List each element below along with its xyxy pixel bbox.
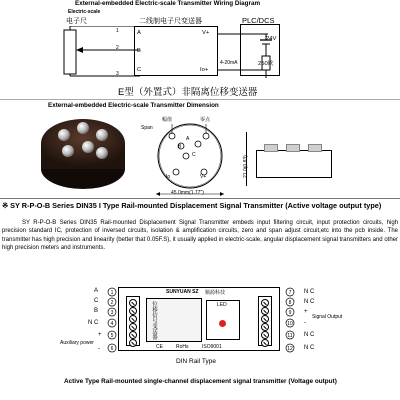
span-label-en: Span xyxy=(141,125,153,131)
pin-c-label: C xyxy=(192,152,196,158)
cert-ce: CE xyxy=(156,344,163,350)
height-dimension-label: 21.0(0.83) xyxy=(243,155,249,178)
e-type-caption: E型（外置式）非隔离位移变送器 xyxy=(118,87,258,98)
cert-rohs: RoHs xyxy=(176,344,189,350)
dimension-title: External-embedded Electric-scale Transmitter Dimension xyxy=(48,102,219,109)
right-pin-label-8: N C xyxy=(304,299,315,305)
rail-transmitter-description: SY R-P-O-B Series DIN35 Rail-mounted Displacement Signal Transmitter embeds input filtering circuit, input protection circuits, high precision standard IC, protection of inversed circuits, isolation & amplification circuits, zero and span adjust circuit,etc into the pcb inside. The transmitter has high precision and linearity (better that 0.05F.S), it usually applied in electric-scale, angular displacement signal transmitters and other high precision meters and instruments. xyxy=(2,220,398,251)
svg-text:1: 1 xyxy=(110,290,114,296)
left-pin-label-1: A xyxy=(94,288,99,294)
right-pin-label-11: N C xyxy=(304,332,315,338)
right-terminal-screw-3 xyxy=(261,315,269,323)
svg-text:11: 11 xyxy=(287,333,293,339)
left-terminal-screw-5 xyxy=(129,331,137,339)
left-pin-label-4: N C xyxy=(88,320,99,326)
potentiometer-symbol xyxy=(60,26,140,86)
right-pin-label-10: - xyxy=(304,320,306,326)
right-pin-numbers xyxy=(280,286,302,354)
led-label: LED xyxy=(217,302,227,308)
right-pin-label-7: N C xyxy=(304,289,315,295)
svg-text:9: 9 xyxy=(288,310,292,316)
zero-label-cn: 零点 xyxy=(200,117,211,123)
brand-cn-label: 顺源科技 xyxy=(205,290,226,296)
svg-text:2: 2 xyxy=(110,300,114,306)
auxiliary-power-label: Auxiliary power xyxy=(60,340,94,346)
plc-box xyxy=(240,24,280,76)
footer-caption: Active Type Rail-mounted single-channel displacement signal transmitter (Voltage output) xyxy=(64,378,337,385)
side-view-pin-2 xyxy=(286,144,300,152)
transmitter-cn-label: 二线制电子尺变送器 xyxy=(139,18,202,25)
current-label: 4-20mA xyxy=(220,60,238,66)
wiring-diagram-title: External-embedded Electric-scale Transmitter Wiring Diagram xyxy=(75,0,261,7)
brand-label: SUNYUAN SZ xyxy=(166,289,199,295)
electric-scale-label: Electric-scale xyxy=(68,9,101,15)
pin-b-label: B xyxy=(178,144,182,150)
left-pin-label-3: B xyxy=(94,308,99,314)
dimension-top-view xyxy=(148,120,243,200)
cert-iso: ISO9001 xyxy=(202,344,222,350)
section-divider-1 xyxy=(0,99,400,100)
right-terminal-screw-4 xyxy=(261,323,269,331)
pin-a-label: A xyxy=(186,136,190,142)
right-pin-label-9: + xyxy=(304,309,308,315)
side-view-pin-1 xyxy=(264,144,278,152)
left-terminal-screw-6 xyxy=(129,339,137,347)
left-pin-label-5: + xyxy=(98,332,102,338)
pin-io-label: Io xyxy=(166,174,171,180)
svg-text:8: 8 xyxy=(288,300,292,306)
wire-number-2: 2 xyxy=(116,45,119,51)
side-view-body xyxy=(256,150,332,178)
svg-text:12: 12 xyxy=(287,346,293,352)
din-rail-caption: DIN Rail Type xyxy=(176,358,216,365)
left-terminal-screw-4 xyxy=(129,323,137,331)
right-terminal-screw-2 xyxy=(261,307,269,315)
svg-text:5: 5 xyxy=(110,333,114,339)
resistor-label: 250欧 xyxy=(258,61,274,67)
plc-dcs-label: PLC/DCS xyxy=(242,16,275,25)
right-terminal-screw-1 xyxy=(261,299,269,307)
svg-text:6: 6 xyxy=(110,346,114,352)
supply-voltage-label: 24V xyxy=(266,36,277,42)
rail-transmitter-title: ※ SY R-P-O-B Series DIN35 I Type Rail-mounted Displacement Signal Transmitter (Active voltage output type) xyxy=(2,201,382,210)
terminal-c-label: C xyxy=(137,67,142,73)
transmitter-photo xyxy=(38,113,128,191)
module-cn-label: 位移信号变送器 xyxy=(151,301,157,340)
led-indicator-icon xyxy=(219,320,226,327)
right-terminal-screw-5 xyxy=(261,331,269,339)
right-terminal-screw-6 xyxy=(261,339,269,347)
signal-output-label: Signal Output xyxy=(312,314,343,320)
span-label-cn: 幅值 xyxy=(162,117,173,123)
left-pin-numbers xyxy=(100,286,122,354)
width-dimension-label: 45.0mm(1.77") xyxy=(171,190,204,196)
side-view-pin-3 xyxy=(308,144,322,152)
right-pin-label-12: N C xyxy=(304,345,315,351)
wire-number-3: 3 xyxy=(116,71,119,77)
left-pin-label-6: - xyxy=(98,346,100,352)
wire-number-1: 1 xyxy=(116,28,119,34)
terminal-b-label: B xyxy=(137,48,141,54)
left-pin-label-2: C xyxy=(94,298,99,304)
pin-vplus-label: V+ xyxy=(200,174,207,180)
electric-scale-cn-label: 电子尺 xyxy=(66,18,87,25)
terminal-vplus-label: V+ xyxy=(202,30,210,36)
left-terminal-screw-1 xyxy=(129,299,137,307)
section-divider-2 xyxy=(0,198,400,199)
left-terminal-screw-3 xyxy=(129,315,137,323)
terminal-a-label: A xyxy=(137,30,141,36)
svg-text:3: 3 xyxy=(110,310,114,316)
svg-text:4: 4 xyxy=(110,321,114,327)
svg-text:10: 10 xyxy=(287,321,293,327)
svg-text:7: 7 xyxy=(288,290,292,296)
left-terminal-screw-2 xyxy=(129,307,137,315)
terminal-io-label: Io+ xyxy=(200,67,209,73)
